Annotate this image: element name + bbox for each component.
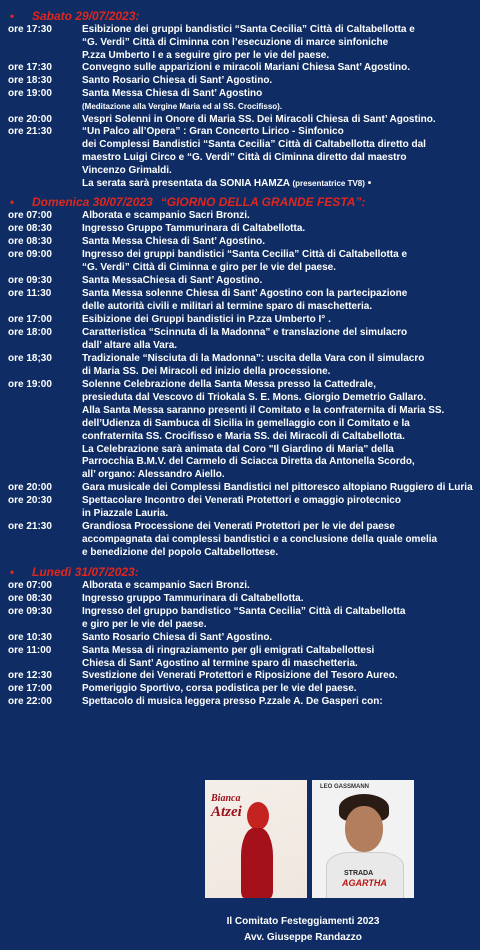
event-desc: Ingresso gruppo Tammurinara di Caltabellotta. [82, 593, 304, 604]
event-desc: Alborata e scampanio Sacri Bronzi. [82, 210, 250, 222]
event-desc: Spettacolo di musica leggera presso P.zzale A. De Gasperi con: [82, 696, 383, 708]
footer-signature: Avv. Giuseppe Randazzo [244, 932, 362, 943]
event-desc: Vespri Solenni in Onore di Maria SS. Dei Miracoli Chiesa di Sant’ Agostino. [82, 113, 436, 125]
day-date: Lunedì 31/07/2023: [32, 565, 139, 580]
event-row [8, 580, 476, 593]
event-time: ore 17:00 [8, 683, 52, 695]
event-desc: Caratteristica “Scinnuta di la Madonna” e translazione del simulacro dall’ altare alla Vara. [82, 326, 408, 351]
event-desc: Grandiosa Processione dei Venerati Protettori per le vie del paese accompagnata dai complessi bandistici e a conclusione della quale omelia e benedizione del popolo Caltabellottese. [82, 521, 438, 559]
event-desc: Alborata e scampanio Sacri Bronzi. [82, 580, 250, 592]
event-row [8, 670, 476, 683]
event-desc: Esibizione dei Gruppi bandistici in P.zza Umberto I° . [82, 313, 331, 325]
event-desc: Santa MessaChiesa di Sant’ Agostino. [82, 275, 263, 287]
event-time: ore 19:00 [8, 378, 52, 390]
event-desc: Pomeriggio Sportivo, corsa podistica per le vie del paese. [82, 683, 357, 695]
artist-photo-bianca-atzei [205, 780, 307, 898]
event-time: ore 19:00 [8, 87, 52, 99]
event-note: (presentatrice TV8) [292, 178, 365, 188]
event-desc: Santa Messa di ringraziamento per gli emigrati Caltabellottesi Chiesa di Sant’ Agostino al termine sparo di maschetteria. [82, 644, 375, 669]
event-row [8, 495, 476, 521]
event-time: ore 20:00 [8, 113, 52, 125]
event-time: ore 08:30 [8, 593, 52, 604]
event-row [8, 379, 476, 483]
event-desc: Ingresso Gruppo Tammurinara di Caltabellotta. [82, 223, 306, 235]
event-time: ore 09:00 [8, 249, 52, 261]
event-desc: Ingresso del gruppo bandistico “Santa Cecilia” Città di Caltabellotta e giro per le vie del paese. [82, 605, 406, 630]
day-heading [8, 564, 476, 580]
photo-caption: Atzei [211, 804, 242, 820]
event-desc: Svestizione dei Venerati Protettori e Riposizione del Tesoro Aureo. [82, 670, 398, 682]
event-time: ore 18:00 [8, 326, 52, 338]
event-time: ore 08:30 [8, 236, 52, 248]
event-time: ore 17:30 [8, 24, 52, 35]
event-time: ore 22:00 [8, 696, 52, 708]
event-row [8, 88, 476, 114]
day-date: Domenica 30/07/2023 [32, 195, 153, 210]
day-section-saturday [8, 8, 476, 190]
event-desc: Solenne Celebrazione della Santa Messa presso la Cattedrale, presieduta dal Vescovo di Triokala S. E. Mons. Giorgio Demetrio Gallaro. Alla Santa Messa saranno presenti il Comitato e la confraternita di Maria SS. dell’Udienza di Sambuca di Sicilia in gemellaggio con il Comitato e la confraternita SS. Crocifisso e Maria SS. dei Miracoli di Caltabellotta. La Celebrazione sarà animata dal Coro "Il Giardino di Maria" della Parrocchia B.M.V. del Carmelo di Sciacca Diretta da Antonella Scordo, all’ organo: Alessandro Aiello. [82, 378, 445, 481]
event-time: ore 07:00 [8, 580, 52, 592]
event-desc: Gara musicale dei Complessi Bandistici nel pittoresco altopiano Ruggiero di Luria [82, 482, 473, 494]
event-time: ore 20:30 [8, 495, 52, 507]
day-section-monday [8, 564, 476, 709]
event-time: ore 11:30 [8, 288, 52, 300]
portrait-head [247, 802, 269, 830]
portrait-figure [241, 828, 273, 898]
portrait-face [345, 806, 383, 852]
event-row [8, 632, 476, 645]
event-row [8, 249, 476, 275]
event-row [8, 275, 476, 288]
event-row [8, 126, 476, 190]
day-date: Sabato 29/07/2023: [32, 9, 140, 23]
event-desc [82, 88, 476, 114]
day-section-sunday [8, 194, 476, 560]
event-note: (Meditazione alla Vergine Maria ed al SS. Crocifisso). [82, 101, 283, 111]
photo-caption: AGARTHA [342, 878, 387, 888]
event-row [8, 210, 476, 223]
event-time: ore 09:30 [8, 605, 52, 617]
event-row [8, 521, 476, 560]
event-row [8, 606, 476, 632]
event-row [8, 24, 476, 62]
event-row [8, 114, 476, 127]
event-row [8, 62, 476, 75]
photo-caption: LEO GASSMANN [320, 784, 370, 790]
footer-committee: Il Comitato Festeggiamenti 2023 [226, 916, 380, 927]
event-desc-main: “Un Palco all’Opera” : Gran Concerto Lirico - Sinfonico dei Complessi Bandistici “Santa Cecilia” Città di Caltabellotta diretto dal maestro Luigi Circo e “G. Verdi” Città di Ciminna diretto dal maestro Vincenzo Grimaldi. La serata sarà presentata da SONIA HAMZA [82, 126, 426, 189]
event-row [8, 223, 476, 236]
event-time: ore 21:30 [8, 521, 52, 533]
event-row [8, 236, 476, 249]
event-row [8, 327, 476, 353]
event-row [8, 353, 476, 379]
event-row [8, 482, 476, 495]
event-desc: Santo Rosario Chiesa di Sant’ Agostino. [82, 75, 273, 87]
event-time: ore 17:00 [8, 313, 52, 325]
event-time: ore 20:00 [8, 482, 52, 494]
event-desc: Santa Messa Chiesa di Sant’ Agostino. [82, 236, 266, 248]
event-time: ore 10:30 [8, 631, 52, 643]
photo-caption: Bianca [211, 793, 241, 804]
event-time: ore 18;30 [8, 352, 52, 364]
event-time: ore 12:30 [8, 670, 52, 682]
event-row [8, 645, 476, 671]
event-row [8, 683, 476, 696]
event-time: ore 18:30 [8, 75, 52, 87]
event-row [8, 288, 476, 314]
photo-caption: STRADA [344, 870, 374, 877]
bullet-icon: • [10, 9, 15, 23]
event-time: ore 17:30 [8, 62, 52, 74]
event-row [8, 314, 476, 327]
event-desc: Esibizione dei gruppi bandistici “Santa Cecilia” Città di Caltabellotta e “G. Verdi” Città di Ciminna con l’esecuzione di marce sinfoniche P.zza Umberto I e a seguire giro per le vie del paese. [82, 24, 415, 61]
event-time: ore 09:30 [8, 275, 52, 287]
event-time: ore 08:30 [8, 223, 52, 235]
event-desc: Santo Rosario Chiesa di Sant’ Agostino. [82, 631, 273, 643]
bullet-icon: • [10, 195, 15, 210]
event-desc: Santa Messa solenne Chiesa di Sant’ Agostino con la partecipazione delle autorità civili e militari al termine sparo di maschetteria. [82, 288, 408, 313]
bullet-icon: • [10, 565, 15, 580]
event-time: ore 11:00 [8, 644, 52, 656]
event-row [8, 593, 476, 606]
event-desc: Ingresso dei gruppi bandistici “Santa Cecilia” Città di Caltabellotta e “G. Verdi” Città di Ciminna e giro per le vie del paese. [82, 249, 408, 274]
day-heading [8, 8, 476, 24]
event-row [8, 696, 476, 709]
event-time: ore 21:30 [8, 126, 52, 138]
artist-photo-leo-gassmann [312, 780, 414, 898]
day-title: “GIORNO DELLA GRANDE FESTA”: [160, 195, 366, 210]
event-time: ore 07:00 [8, 210, 52, 222]
day-heading [8, 194, 476, 210]
event-desc: Convegno sulle apparizioni e miracoli Mariani Chiesa Sant’ Agostino. [82, 62, 411, 74]
event-row [8, 75, 476, 88]
artist-photos [0, 780, 480, 900]
bullet-icon: • [367, 177, 372, 189]
event-desc: Spettacolare Incontro dei Venerati Protettori e omaggio pirotecnico in Piazzale Lauria. [82, 495, 401, 520]
event-desc [82, 126, 476, 190]
event-desc-main: Santa Messa Chiesa di Sant’ Agostino [82, 87, 263, 99]
event-desc: Tradizionale “Nisciuta di la Madonna”: uscita della Vara con il simulacro di Maria SS. Dei Miracoli ed inizio della processione. [82, 352, 425, 377]
